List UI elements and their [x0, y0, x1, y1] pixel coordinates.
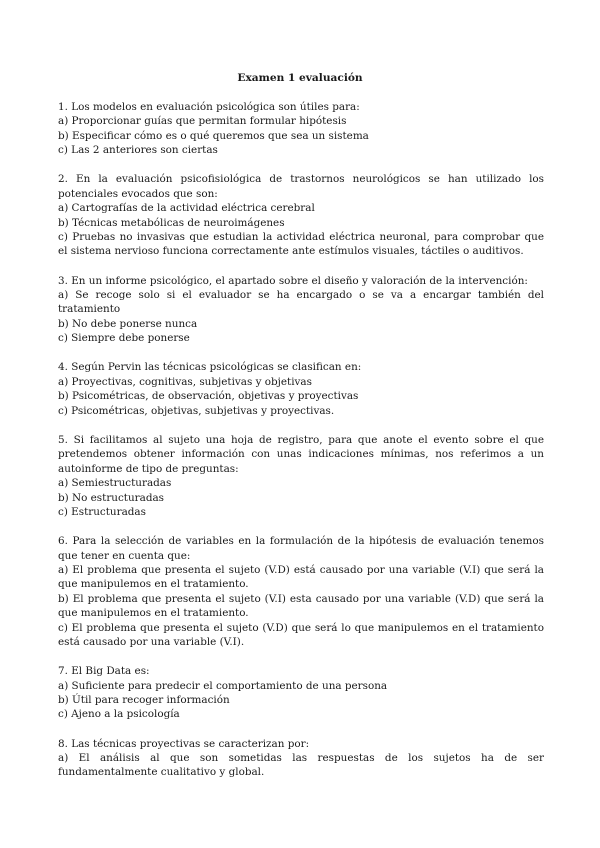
option-c: c) Psicométricas, objetivas, subjetivas y proyectivas.	[58, 404, 335, 417]
question-stem: 8. Las técnicas proyectivas se caracterizan por:	[58, 737, 310, 750]
option-c: c) Estructuradas	[58, 505, 146, 518]
question-stem: 3. En un informe psicológico, el apartado sobre el diseño y valoración de la intervención:	[58, 274, 528, 287]
question-stem: 2. En la evaluación psicofisiológica de trastornos neurológicos se han utilizado los potenciales evocados que son:	[58, 173, 544, 200]
exam-title: Examen 1 evaluación	[237, 72, 363, 84]
option-a: a) Proyectivas, cognitivas, subjetivas y objetivas	[58, 375, 312, 388]
option-c: c) El problema que presenta el sujeto (V.D) que será lo que manipulemos en el tratamiento está causado por una variable (V.I).	[58, 621, 544, 648]
option-b: b) No estructuradas	[58, 491, 165, 504]
option-c: c) Las 2 anteriores son ciertas	[58, 144, 218, 157]
option-b: b) El problema que presenta el sujeto (V.I) esta causado por una variable (V.D) que será la que manipulemos en el tratamiento.	[58, 592, 544, 620]
option-a: a) Cartografías de la actividad eléctrica cerebral	[58, 202, 315, 215]
question-4	[58, 360, 544, 418]
option-a: a) Semiestructuradas	[58, 477, 172, 490]
question-7	[58, 664, 544, 722]
question-stem: 7. El Big Data es:	[58, 665, 150, 678]
option-b: b) No debe ponerse nunca	[58, 317, 198, 330]
question-stem: 6. Para la selección de variables en la formulación de la hipótesis de evaluación tenemos que tener en cuenta que:	[58, 535, 544, 562]
question-6	[58, 534, 544, 649]
option-c: c) Pruebas no invasivas que estudian la actividad eléctrica neuronal, para comprobar que el sistema nervioso funciona correctamente ante estímulos visuales, táctiles o auditivos.	[58, 231, 544, 258]
question-stem: 5. Si facilitamos al sujeto una hoja de registro, para que anote el evento sobre el que pretendemos obtener información con unas indicaciones mínimas, nos referimos a un autoinforme de tipo de preguntas:	[58, 433, 544, 475]
option-a: a) Proporcionar guías que permitan formular hipótesis	[58, 115, 347, 128]
option-b: b) Psicométricas, de observación, objetivas y proyectivas	[58, 390, 359, 403]
question-1	[58, 100, 544, 158]
question-3	[58, 274, 544, 346]
option-c: c) Ajeno a la psicología	[58, 708, 180, 721]
question-stem: 1. Los modelos en evaluación psicológica son útiles para:	[58, 101, 360, 113]
question-2	[58, 172, 544, 258]
question-5	[58, 433, 544, 519]
option-a: a) Suficiente para predecir el comportamiento de una persona	[58, 679, 388, 692]
question-8	[58, 737, 544, 780]
question-stem: 4. Según Pervin las técnicas psicológicas se clasifican en:	[58, 361, 362, 374]
option-a: a) El problema que presenta el sujeto (V.D) está causado por una variable (V.I) que será la que manipulemos en el tratamiento.	[58, 563, 544, 591]
option-b: b) Técnicas metabólicas de neuroimágenes	[58, 216, 285, 229]
option-b: b) Útil para recoger información	[58, 694, 230, 706]
question-list	[58, 100, 544, 795]
option-a: a) Se recoge solo si el evaluador se ha encargado o se va a encargar también del tratamiento	[58, 289, 544, 316]
option-a: a) El análisis al que son sometidas las respuestas de los sujetos ha de ser fundamentalmente cualitativo y global.	[58, 752, 544, 779]
option-c: c) Siempre debe ponerse	[58, 332, 190, 345]
option-b: b) Especificar cómo es o qué queremos que sea un sistema	[58, 129, 369, 142]
